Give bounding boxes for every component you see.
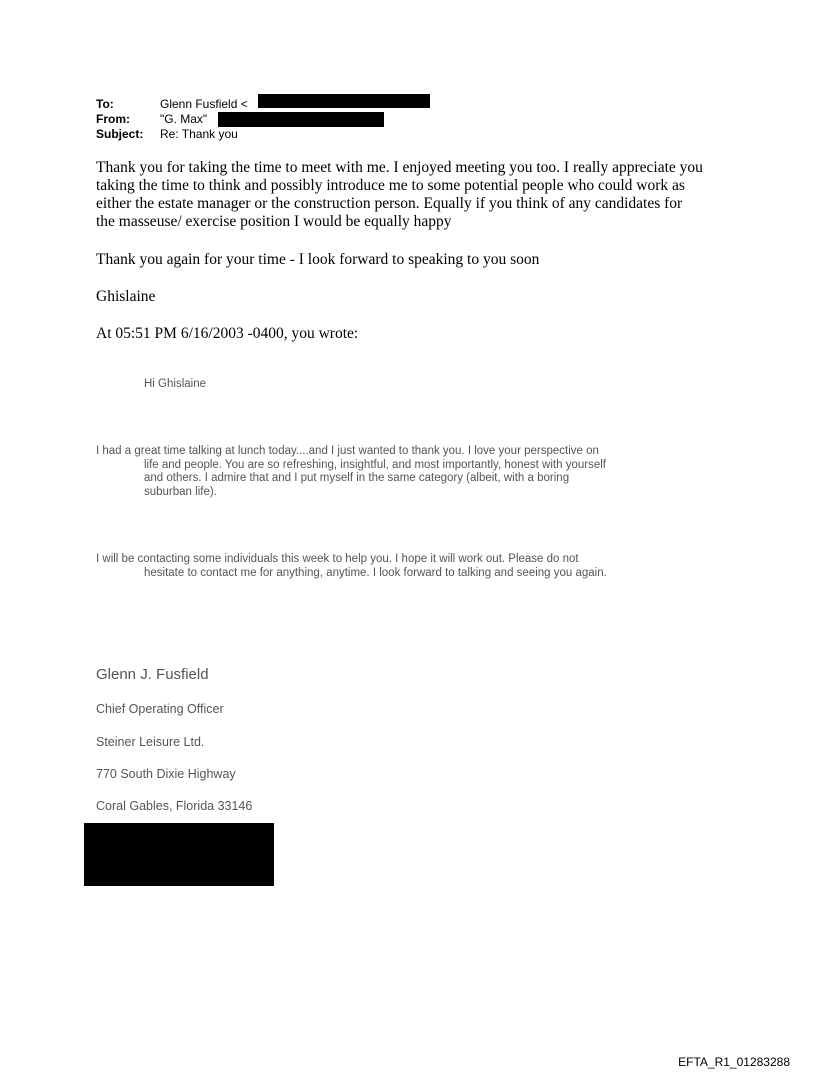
to-value: Glenn Fusfield < [160,97,248,111]
redaction-block [84,823,274,886]
quoted-line: life and people. You are so refreshing, insightful, and most importantly, honest with yourself [144,458,606,471]
quoted-paragraph-2 [96,553,784,580]
redaction-block [258,94,430,108]
signature-name: Glenn J. Fusfield [96,666,209,683]
signature-company: Steiner Leisure Ltd. [96,735,205,749]
from-value: "G. Max" [160,112,208,126]
from-label: From: [96,112,130,126]
body-line: either the estate manager or the construction person. Equally if you think of any candidates for [96,195,683,212]
subject-value: Re: Thank you [160,127,238,141]
quoted-line: I will be contacting some individuals this week to help you. I hope it will work out. Please do not [96,553,579,565]
redaction-block [218,112,384,127]
body-paragraph-1 [96,159,703,231]
quoted-line: suburban life). [144,485,217,498]
reply-intro: At 05:51 PM 6/16/2003 -0400, you wrote: [96,325,359,342]
quoted-line: hesitate to contact me for anything, anytime. I look forward to talking and seeing you again. [144,566,607,579]
body-paragraph-2: Thank you again for your time - I look forward to speaking to you soon [96,251,540,268]
signature-address: 770 South Dixie Highway [96,767,236,781]
quoted-line: and others. I admire that and I put myself in the same category (albeit, with a boring [144,472,570,484]
signature-city: Coral Gables, Florida 33146 [96,799,253,813]
signature-title: Chief Operating Officer [96,702,224,716]
to-label: To: [96,97,114,111]
body-line: Thank you for taking the time to meet with me. I enjoyed meeting you too. I really appreciate you [96,159,703,176]
document-id: EFTA_R1_01283288 [678,1055,790,1069]
quoted-paragraph-1 [96,445,784,499]
quoted-greeting: Hi Ghislaine [144,378,206,390]
signoff: Ghislaine [96,288,156,305]
body-line: the masseuse/ exercise position I would be equally happy [96,213,452,230]
quoted-line: I had a great time talking at lunch today....and I just wanted to thank you. I love your perspective on [96,445,599,457]
body-line: taking the time to think and possibly introduce me to some potential people who could work as [96,177,685,194]
subject-label: Subject: [96,127,144,141]
